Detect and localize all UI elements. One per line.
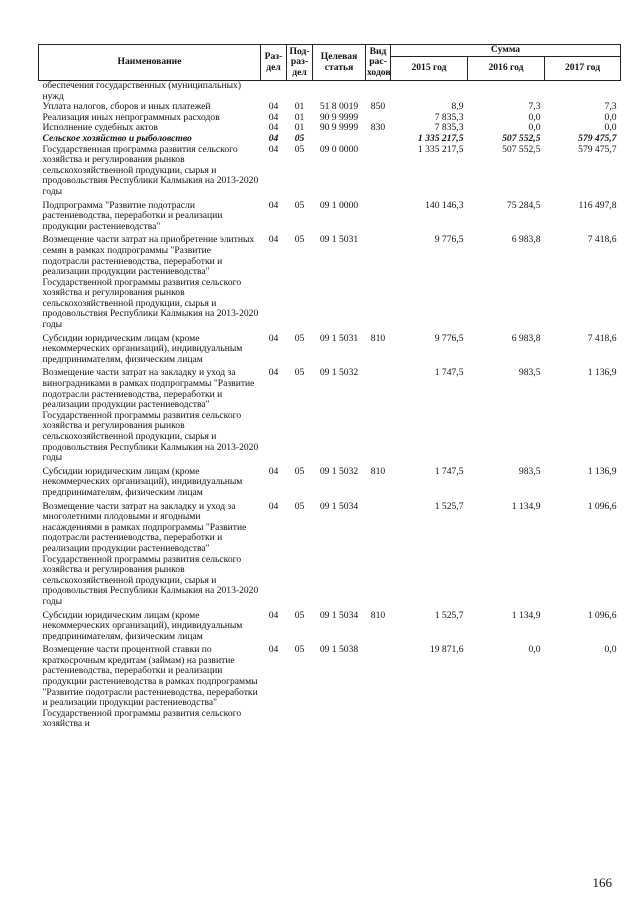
cell-name: Государственная программа развития сельского хозяйства и регулирования рынков сельскохозяйственной продукции, сырья и продовольствия Республики Калмыкия на 2013-2020 годы <box>42 143 259 197</box>
cell-expense-type: 830 <box>370 122 386 134</box>
cell-target-article: 09 1 5032 <box>319 367 359 379</box>
cell-expense-type <box>366 145 391 201</box>
budget-table <box>38 44 621 733</box>
page-number: 166 <box>592 875 612 890</box>
cell-sum-2015: 1 335 217,5 <box>417 143 464 155</box>
cell-expense-type: 810 <box>370 332 386 344</box>
cell-sum-2015: 7 835,3 <box>434 111 464 123</box>
cell-expense-type: 850 <box>370 101 386 113</box>
cell-sum-2016: 983,5 <box>518 367 541 379</box>
table-body <box>39 81 621 734</box>
table-row <box>39 368 621 466</box>
cell-podrazdel: 05 <box>294 143 305 155</box>
cell-podrazdel <box>287 81 313 103</box>
cell-expense-type <box>366 81 391 103</box>
cell-name: Возмещение части затрат на приобретение элитных семян в рамках подпрограммы "Развитие подотрасли растениеводства, переработки и реализации продукции растениеводства" Государственной программы развития сельского хозяйства и регулирования рынков сельскохозяйственной продукции, сырья и продовольствия Республики Калмыкия на 2013-2020 годы <box>42 234 259 331</box>
cell-sum-2016: 0,0 <box>528 122 541 134</box>
cell-podrazdel: 05 <box>294 465 305 477</box>
cell-sum-2016: 1 134,9 <box>511 609 541 621</box>
cell-sum-2017: 7,3 <box>604 101 617 113</box>
table-row <box>39 201 621 236</box>
cell-name: Сельское хозяйство и рыболовство <box>42 132 192 144</box>
cell-sum-2016 <box>468 81 545 103</box>
cell-target-article: 09 1 5034 <box>319 500 359 512</box>
table-row <box>39 235 621 333</box>
cell-sum-2015: 9 776,5 <box>434 332 464 344</box>
cell-razdel: 04 <box>268 644 279 656</box>
cell-target-article: 51 8 0019 <box>319 101 359 113</box>
table-header <box>39 45 621 81</box>
table-row <box>39 502 621 611</box>
cell-target-article: 09 1 5034 <box>319 609 359 621</box>
cell-razdel: 04 <box>268 234 279 246</box>
cell-sum-2016: 6 983,8 <box>511 234 541 246</box>
cell-sum-2015: 1 747,5 <box>434 465 464 477</box>
cell-podrazdel: 01 <box>294 101 305 113</box>
header-podrazdel-label: Под- раз- дел <box>289 45 310 78</box>
cell-podrazdel: 05 <box>294 367 305 379</box>
cell-name: Субсидии юридическим лицам (кроме некоммерческих организаций), индивидуальным предпринимателям, физическим лицам <box>42 332 243 365</box>
cell-expense-type <box>366 645 391 733</box>
cell-sum-2015: 1 747,5 <box>434 367 464 379</box>
cell-expense-type <box>366 368 391 466</box>
cell-podrazdel: 05 <box>294 199 305 211</box>
table-row <box>39 145 621 201</box>
header-razdel <box>261 45 287 81</box>
table-row <box>39 134 621 145</box>
cell-sum-2017: 1 096,6 <box>587 500 617 512</box>
cell-target-article: 09 1 0000 <box>319 199 359 211</box>
cell-name: Субсидии юридическим лицам (кроме некоммерческих организаций), индивидуальным предпринимателям, физическим лицам <box>42 465 243 498</box>
cell-sum-2016: 6 983,8 <box>511 332 541 344</box>
cell-target-article: 09 1 5031 <box>319 234 359 246</box>
cell-name: Возмещение части процентной ставки по краткосрочным кредитам (займам) на развитие растениеводства, переработки и реализации продукции растениеводства в рамках подпрограммы "Развитие подотрасли растениеводства, переработки и реализации продукции растениеводства" Государственной программы развития сельского хозяйства и <box>42 644 258 730</box>
cell-target-article <box>313 81 366 103</box>
cell-sum-2015 <box>391 81 468 103</box>
cell-sum-2017: 1 136,9 <box>587 367 617 379</box>
cell-razdel: 04 <box>268 500 279 512</box>
table-row <box>39 81 621 103</box>
cell-podrazdel: 01 <box>294 122 305 134</box>
cell-sum-2017: 579 475,7 <box>578 143 617 155</box>
cell-expense-type <box>366 235 391 333</box>
cell-razdel <box>261 81 287 103</box>
header-2015: 2015 год <box>391 57 468 81</box>
cell-name: обеспечения государственных (муниципальных) нужд <box>42 80 242 102</box>
cell-razdel: 04 <box>268 101 279 113</box>
cell-sum-2017: 579 475,7 <box>578 132 617 144</box>
header-tselevaya <box>313 45 366 81</box>
cell-sum-2016: 1 134,9 <box>511 500 541 512</box>
cell-name: Возмещение части затрат на закладку и уход за многолетними плодовыми и ягодными насаждениями в рамках подпрограммы "Развитие подотрасли растениеводства, переработки и реализации продукции растениеводства" Государственной программы развития сельского хозяйства и регулирования рынков сельскохозяйственной продукции, сырья и продовольствия Республики Калмыкия на 2013-2020 годы <box>42 500 259 607</box>
cell-razdel: 04 <box>268 465 279 477</box>
cell-sum-2017: 0,0 <box>604 644 617 656</box>
table-row <box>39 467 621 502</box>
cell-sum-2016: 0,0 <box>528 644 541 656</box>
cell-razdel: 04 <box>268 367 279 379</box>
table-row <box>39 611 621 646</box>
header-name: Наименование <box>39 45 261 81</box>
document-page <box>38 44 620 733</box>
cell-name: Уплата налогов, сборов и иных платежей <box>42 101 211 113</box>
cell-sum-2016: 0,0 <box>528 111 541 123</box>
cell-razdel: 04 <box>268 132 279 144</box>
cell-razdel: 04 <box>268 199 279 211</box>
cell-expense-type <box>366 502 391 611</box>
cell-sum-2016: 507 552,5 <box>502 132 541 144</box>
cell-sum-2017: 116 497,8 <box>578 199 617 211</box>
cell-razdel: 04 <box>268 609 279 621</box>
cell-target-article: 09 1 5038 <box>319 644 359 656</box>
cell-name: Субсидии юридическим лицам (кроме некоммерческих организаций), индивидуальным предпринимателям, физическим лицам <box>42 609 243 642</box>
cell-sum-2015: 7 835,3 <box>434 122 464 134</box>
cell-sum-2015: 8,9 <box>451 101 464 113</box>
table-row <box>39 645 621 733</box>
cell-name: Реализация иных непрограммных расходов <box>42 111 220 123</box>
cell-target-article: 90 9 9999 <box>319 111 359 123</box>
cell-sum-2016: 507 552,5 <box>502 143 541 155</box>
cell-expense-type: 810 <box>370 609 386 621</box>
cell-podrazdel: 05 <box>294 132 305 144</box>
cell-name: Подпрограмма "Развитие подотрасли растениеводства, переработки и реализации продукции растениеводства" <box>42 199 223 232</box>
cell-podrazdel: 05 <box>294 234 305 246</box>
cell-podrazdel: 05 <box>294 500 305 512</box>
cell-expense-type: 810 <box>370 465 386 477</box>
cell-razdel: 04 <box>268 122 279 134</box>
header-razdel-label: Раз- дел <box>264 50 283 73</box>
cell-sum-2016: 75 284,5 <box>506 199 541 211</box>
cell-sum-2017: 7 418,6 <box>587 332 617 344</box>
header-podrazdel <box>287 45 313 81</box>
cell-razdel: 04 <box>268 143 279 155</box>
cell-sum-2015: 140 146,3 <box>425 199 464 211</box>
cell-expense-type <box>366 201 391 236</box>
header-vid <box>366 45 391 81</box>
cell-target-article: 90 9 9999 <box>319 122 359 134</box>
header-2016: 2016 год <box>468 57 545 81</box>
header-tselevaya-label: Целевая статья <box>320 50 358 73</box>
cell-sum-2017: 0,0 <box>604 111 617 123</box>
table-row <box>39 334 621 369</box>
cell-sum-2015: 9 776,5 <box>434 234 464 246</box>
cell-sum-2017: 7 418,6 <box>587 234 617 246</box>
cell-sum-2017: 0,0 <box>604 122 617 134</box>
cell-sum-2017 <box>545 81 621 103</box>
header-2017: 2017 год <box>545 57 621 81</box>
cell-target-article: 09 0 0000 <box>319 143 359 155</box>
cell-sum-2017: 1 096,6 <box>587 609 617 621</box>
cell-podrazdel: 05 <box>294 644 305 656</box>
cell-podrazdel: 05 <box>294 609 305 621</box>
cell-name: Возмещение части затрат на закладку и уход за виноградниками в рамках подпрограммы "Развитие подотрасли растениеводства, переработки и реализации продукции растениеводства" Государственной программы развития сельского хозяйства и регулирования рынков сельскохозяйственной продукции, сырья и продовольствия Республики Калмыкия на 2013-2020 годы <box>42 367 259 464</box>
cell-podrazdel: 05 <box>294 332 305 344</box>
cell-sum-2015: 1 525,7 <box>434 500 464 512</box>
cell-name: Исполнение судебных актов <box>42 122 158 134</box>
cell-sum-2015: 1 335 217,5 <box>417 132 464 144</box>
header-vid-label: Вид рас- ходов <box>367 45 391 78</box>
cell-sum-2017: 1 136,9 <box>587 465 617 477</box>
cell-expense-type <box>366 134 391 145</box>
header-summa: Сумма <box>391 45 621 57</box>
cell-sum-2016: 983,5 <box>518 465 541 477</box>
cell-podrazdel: 01 <box>294 111 305 123</box>
cell-target-article: 09 1 5031 <box>319 332 359 344</box>
cell-razdel: 04 <box>268 111 279 123</box>
cell-razdel: 04 <box>268 332 279 344</box>
cell-sum-2015: 1 525,7 <box>434 609 464 621</box>
cell-sum-2016: 7,3 <box>528 101 541 113</box>
cell-sum-2015: 19 871,6 <box>429 644 464 656</box>
cell-target-article <box>313 134 366 145</box>
cell-target-article: 09 1 5032 <box>319 465 359 477</box>
